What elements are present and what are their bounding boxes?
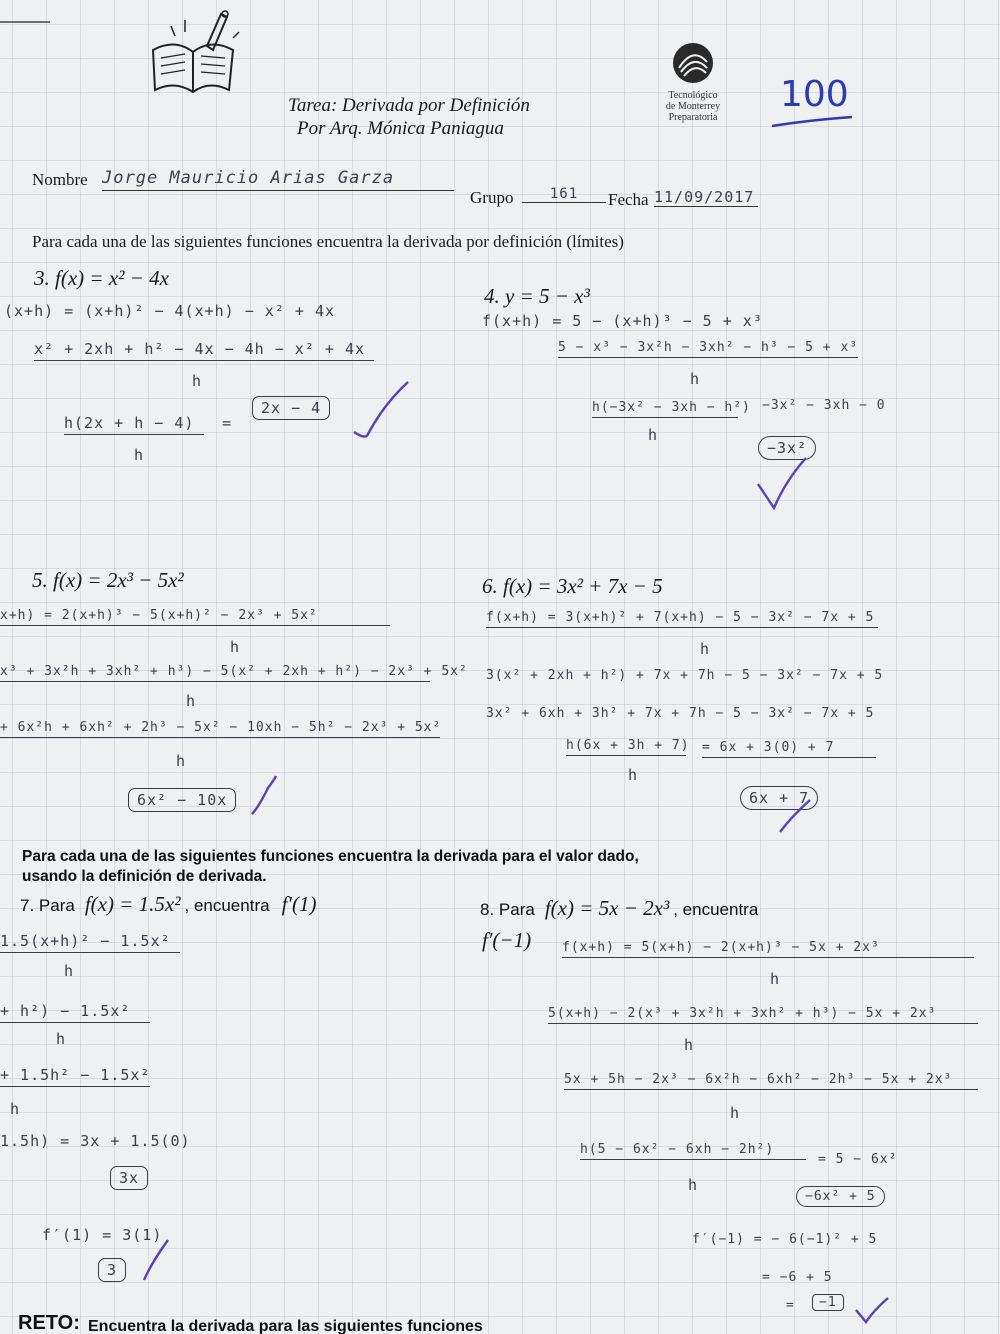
p3-line-5: h [134, 446, 145, 464]
p4-line-6: −3x² − 3xh − 0 [762, 398, 886, 413]
p8-line-1: f(x+h) = 5(x+h) − 2(x+h)³ − 5x + 2x³ [562, 940, 974, 958]
problem-8-statement: 8. Para f(x) = 5x − 2x³ , encuentra [480, 896, 759, 920]
reto-label: RETO: [18, 1312, 80, 1334]
p6-answer-box: 6x + 7 [740, 786, 818, 810]
section2-instruction-2: usando la definición de derivada. [22, 868, 267, 885]
p8-answer-box-1: −6x² + 5 [796, 1186, 885, 1207]
p5-line-6: h [176, 752, 187, 770]
p8-line-9: = 5 − 6x² [818, 1152, 898, 1167]
p8-line-6: h [730, 1104, 741, 1122]
p5-line-2: h [230, 638, 241, 656]
reto-text: Encuentra la derivada para las siguientes funciones [88, 1318, 483, 1334]
p8-line-5: 5x + 5h − 2x³ − 6x²h − 6xh² − 2h³ − 5x + 2x³ [564, 1072, 978, 1090]
p8-line-8: h [688, 1176, 699, 1194]
p3-line-1: (x+h) = (x+h)² − 4(x+h) − x² + 4x [4, 302, 336, 320]
problem-6-statement: 6. f(x) = 3x² + 7x − 5 [482, 574, 663, 598]
nombre-value: Jorge Mauricio Arias Garza [102, 168, 454, 191]
p3-line-3: h [192, 372, 203, 390]
p4-line-1: f(x+h) = 5 − (x+h)³ − 5 + x³ [482, 312, 763, 330]
worksheet-title: Tarea: Derivada por Definición [288, 95, 530, 116]
problem-7-statement: 7. Para f(x) = 1.5x² , encuentra f′(1) [20, 892, 317, 916]
p3-equals: = [222, 414, 233, 432]
p5-line-3: x³ + 3x²h + 3xh² + h³) − 5(x² + 2xh + h²) − 2x³ + 5x² [0, 664, 430, 682]
problem-8-target: f′(−1) [482, 928, 532, 952]
p7-answer-box-2: 3 [98, 1258, 126, 1282]
score-mark: 100 [780, 74, 849, 115]
p8-line-10: f′(−1) = − 6(−1)² + 5 [692, 1232, 878, 1247]
section2-instruction-1: Para cada una de las siguientes funciones encuentra la derivada para el valor dado, [22, 848, 639, 865]
p3-line-4: h(2x + h − 4) [64, 414, 204, 435]
section1-instruction: Para cada una de las siguientes funciones encuentra la derivada por definición (límites) [32, 232, 624, 251]
p5-line-5: + 6x²h + 6xh² + 2h³ − 5x² − 10xh − 5h² − 2x³ + 5x² [0, 720, 440, 738]
fecha-value: 11/09/2017 [654, 188, 758, 207]
p5-answer-box: 6x² − 10x [128, 788, 236, 812]
problem-3-statement: 3. f(x) = x² − 4x [34, 266, 169, 290]
p8-line-12: = [786, 1298, 795, 1313]
fecha-label: Fecha [608, 190, 649, 209]
p6-line-2: h [700, 640, 711, 658]
problem-4-statement: 4. y = 5 − x³ [484, 284, 590, 308]
p8-line-3: 5(x+h) − 2(x³ + 3x²h + 3xh² + h³) − 5x + 2x³ [548, 1006, 978, 1024]
p7-line-7: 1.5h) = 3x + 1.5(0) [0, 1132, 191, 1150]
p6-line-7: = 6x + 3(0) + 7 [702, 740, 876, 758]
p4-line-3: h [690, 370, 701, 388]
p3-answer-box: 2x − 4 [252, 396, 330, 420]
p4-line-5: h [648, 426, 659, 444]
problem-5-statement: 5. f(x) = 2x³ − 5x² [32, 568, 184, 592]
p6-line-6: h [628, 766, 639, 784]
tec-logo-text: Tecnológico de Monterrey Preparatoria [665, 90, 721, 123]
nombre-label: Nombre [32, 170, 88, 189]
p4-line-4: h(−3x² − 3xh − h²) [592, 400, 738, 418]
p7-line-4: h [56, 1030, 67, 1048]
p8-line-2: h [770, 970, 781, 988]
p3-line-2: x² + 2xh + h² − 4x − 4h − x² + 4x [34, 340, 374, 361]
p7-line-2: h [64, 962, 75, 980]
worksheet-subtitle: Por Arq. Mónica Paniagua [297, 118, 504, 139]
p8-line-7: h(5 − 6x² − 6xh − 2h²) [580, 1142, 806, 1160]
p7-line-6: h [10, 1100, 21, 1118]
p6-line-3: 3(x² + 2xh + h²) + 7x + 7h − 5 − 3x² − 7x + 5 [486, 668, 884, 683]
p6-line-4: 3x² + 6xh + 3h² + 7x + 7h − 5 − 3x² − 7x + 5 [486, 706, 875, 721]
p7-line-8: f′(1) = 3(1) [42, 1226, 163, 1244]
p6-line-5: h(6x + 3h + 7) [566, 738, 686, 756]
grupo-value: 161 [522, 186, 606, 203]
p4-answer-box: −3x² [758, 436, 816, 460]
p5-line-1: x+h) = 2(x+h)³ − 5(x+h)² − 2x³ + 5x² [0, 608, 390, 626]
p7-line-1: 1.5(x+h)² − 1.5x² [0, 932, 180, 953]
p8-line-4: h [684, 1036, 695, 1054]
p4-line-2: 5 − x³ − 3x²h − 3xh² − h³ − 5 + x³ [558, 340, 858, 358]
p7-line-5: + 1.5h² − 1.5x² [0, 1066, 150, 1087]
p8-line-11: = −6 + 5 [762, 1270, 833, 1285]
p7-line-3: + h²) − 1.5x² [0, 1002, 150, 1023]
p8-answer-box-2: −1 [812, 1294, 844, 1311]
grupo-label: Grupo [470, 188, 514, 207]
p6-line-1: f(x+h) = 3(x+h)² + 7(x+h) − 5 − 3x² − 7x + 5 [486, 610, 878, 628]
p7-answer-box-1: 3x [110, 1166, 148, 1190]
p5-line-4: h [186, 692, 197, 710]
